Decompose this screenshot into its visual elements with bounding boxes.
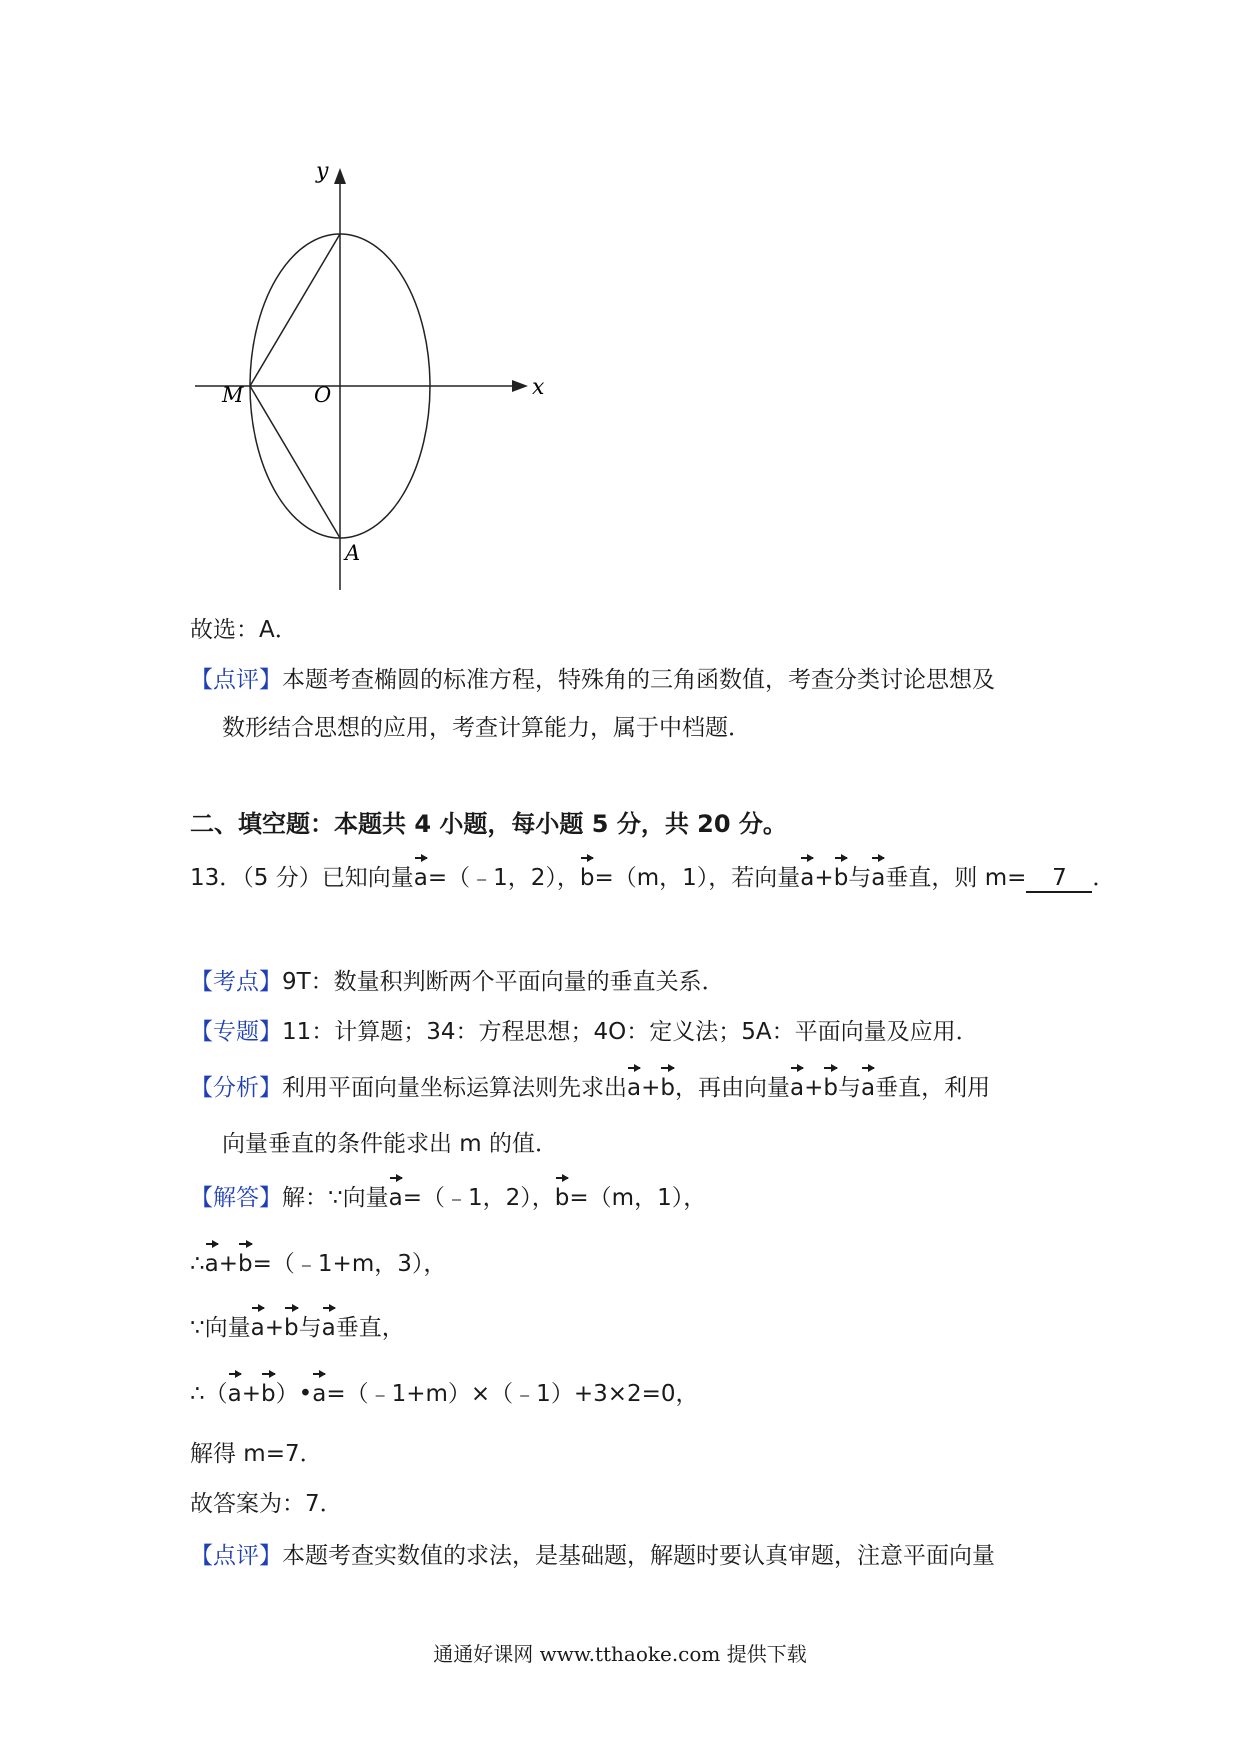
jieda-line	[190, 1182, 706, 1214]
vector-b: b	[660, 1072, 675, 1104]
comment-text-1: 本题考查椭圆的标准方程，特殊角的三角函数值，考查分类讨论思想及	[282, 667, 995, 693]
vector-a: a	[790, 1072, 804, 1104]
point-a-label: A	[345, 541, 361, 565]
step-2-text-a: ∵向量	[190, 1315, 251, 1341]
plus-sign: +	[814, 865, 834, 891]
step-5	[190, 1488, 343, 1520]
ellipse-figure	[190, 160, 560, 600]
plus-sign: +	[264, 1315, 285, 1341]
choice-text: 故选：A．	[190, 617, 298, 643]
q13-text-c: =（m，1），若向量	[594, 865, 801, 891]
step-2-text-b: 与	[298, 1315, 322, 1341]
vector-b: b	[834, 862, 849, 894]
jieda-tag: 【解答】	[190, 1185, 282, 1211]
vector-a: a	[871, 862, 885, 894]
zhuanti-text: 11：计算题；34：方程思想；4O：定义法；5A：平面向量及应用．	[282, 1019, 979, 1045]
zhuanti-line	[190, 1016, 979, 1048]
zhuanti-tag: 【专题】	[190, 1019, 282, 1045]
vector-b: b	[284, 1312, 299, 1344]
comment-line-1	[190, 664, 995, 696]
step-3-text-b: ）•	[275, 1381, 313, 1407]
step-3	[190, 1378, 699, 1410]
comment-text-2: 数形结合思想的应用，考查计算能力，属于中档题．	[222, 715, 751, 741]
step-1-text-a: ∴	[190, 1251, 205, 1277]
choice-line	[190, 614, 298, 646]
fenxi-line-2	[222, 1128, 558, 1160]
question-13	[190, 862, 1115, 894]
comment-2-line	[190, 1540, 995, 1572]
fenxi-text-b: ，再由向量	[675, 1075, 790, 1101]
jieda-text-c: =（m，1），	[569, 1185, 707, 1211]
q13-text-b: =（﹣1，2），	[427, 865, 580, 891]
section-heading-text: 二、填空题：本题共 4 小题，每小题 5 分，共 20 分。	[190, 810, 787, 838]
jieda-text-b: =（﹣1，2），	[402, 1185, 555, 1211]
vector-a: a	[389, 1182, 403, 1214]
step-3-text-a: ∴（	[190, 1381, 228, 1407]
fenxi-line-1	[190, 1072, 990, 1104]
kaodian-line	[190, 966, 725, 998]
step-1	[190, 1248, 446, 1280]
q13-text-a: 13．（5 分）已知向量	[190, 865, 414, 891]
vector-a: a	[800, 862, 814, 894]
answer-blank: 7	[1026, 865, 1092, 893]
x-axis-arrow	[512, 380, 528, 392]
kaodian-tag: 【考点】	[190, 969, 282, 995]
step-3-text-c: =（﹣1+m）×（﹣1）+3×2=0，	[326, 1381, 699, 1407]
y-label: y	[316, 160, 329, 184]
vector-a: a	[205, 1248, 219, 1280]
q13-text-end: ．	[1092, 865, 1116, 891]
fenxi-text-c: 与	[838, 1075, 861, 1101]
origin-label: O	[314, 383, 332, 407]
step-2-text-c: 垂直，	[335, 1315, 405, 1341]
comment-tag: 【点评】	[190, 667, 282, 693]
q13-text-e: 垂直，则 m=	[885, 865, 1027, 891]
vector-b: b	[238, 1248, 253, 1280]
comment-2-tag: 【点评】	[190, 1543, 282, 1569]
vector-b: b	[823, 1072, 838, 1104]
fenxi-text-a: 利用平面向量坐标运算法则先求出	[282, 1075, 627, 1101]
step-2	[190, 1312, 405, 1344]
vector-b: b	[261, 1378, 276, 1410]
jieda-text-a: 解：∵向量	[282, 1185, 389, 1211]
section-heading	[190, 808, 787, 840]
vector-a: a	[627, 1072, 641, 1104]
x-label: x	[532, 375, 545, 400]
fenxi-tag: 【分析】	[190, 1075, 282, 1101]
step-5-text: 故答案为：7．	[190, 1491, 343, 1517]
vector-b: b	[580, 862, 595, 894]
plus-sign: +	[218, 1251, 239, 1277]
step-4-text: 解得 m=7．	[190, 1441, 323, 1467]
plus-sign: +	[641, 1075, 661, 1101]
segment-m-a	[250, 386, 340, 538]
vector-a: a	[312, 1378, 326, 1410]
comment-line-2	[222, 712, 751, 744]
point-m-label: M	[222, 383, 244, 407]
fenxi-text-2: 向量垂直的条件能求出 m 的值．	[222, 1131, 559, 1157]
page-footer: 通通好课网 www.tthaoke.com 提供下载	[433, 1642, 807, 1666]
vector-a: a	[414, 862, 428, 894]
plus-sign: +	[804, 1075, 824, 1101]
fenxi-text-d: 垂直，利用	[875, 1075, 991, 1101]
step-1-text-b: =（﹣1+m，3），	[252, 1251, 447, 1277]
y-axis-arrow	[334, 168, 346, 184]
step-4	[190, 1438, 323, 1470]
vector-a: a	[251, 1312, 265, 1344]
vector-a: a	[228, 1378, 242, 1410]
q13-text-d: 与	[848, 865, 872, 891]
vector-b: b	[555, 1182, 570, 1214]
kaodian-text: 9T：数量积判断两个平面向量的垂直关系．	[282, 969, 725, 995]
segment-m-top	[250, 234, 340, 386]
ellipse-diagram	[190, 160, 560, 600]
vector-a: a	[322, 1312, 336, 1344]
comment-2-text: 本题考查实数值的求法，是基础题，解题时要认真审题，注意平面向量	[282, 1543, 995, 1569]
vector-a: a	[861, 1072, 875, 1104]
plus-sign: +	[241, 1381, 262, 1407]
